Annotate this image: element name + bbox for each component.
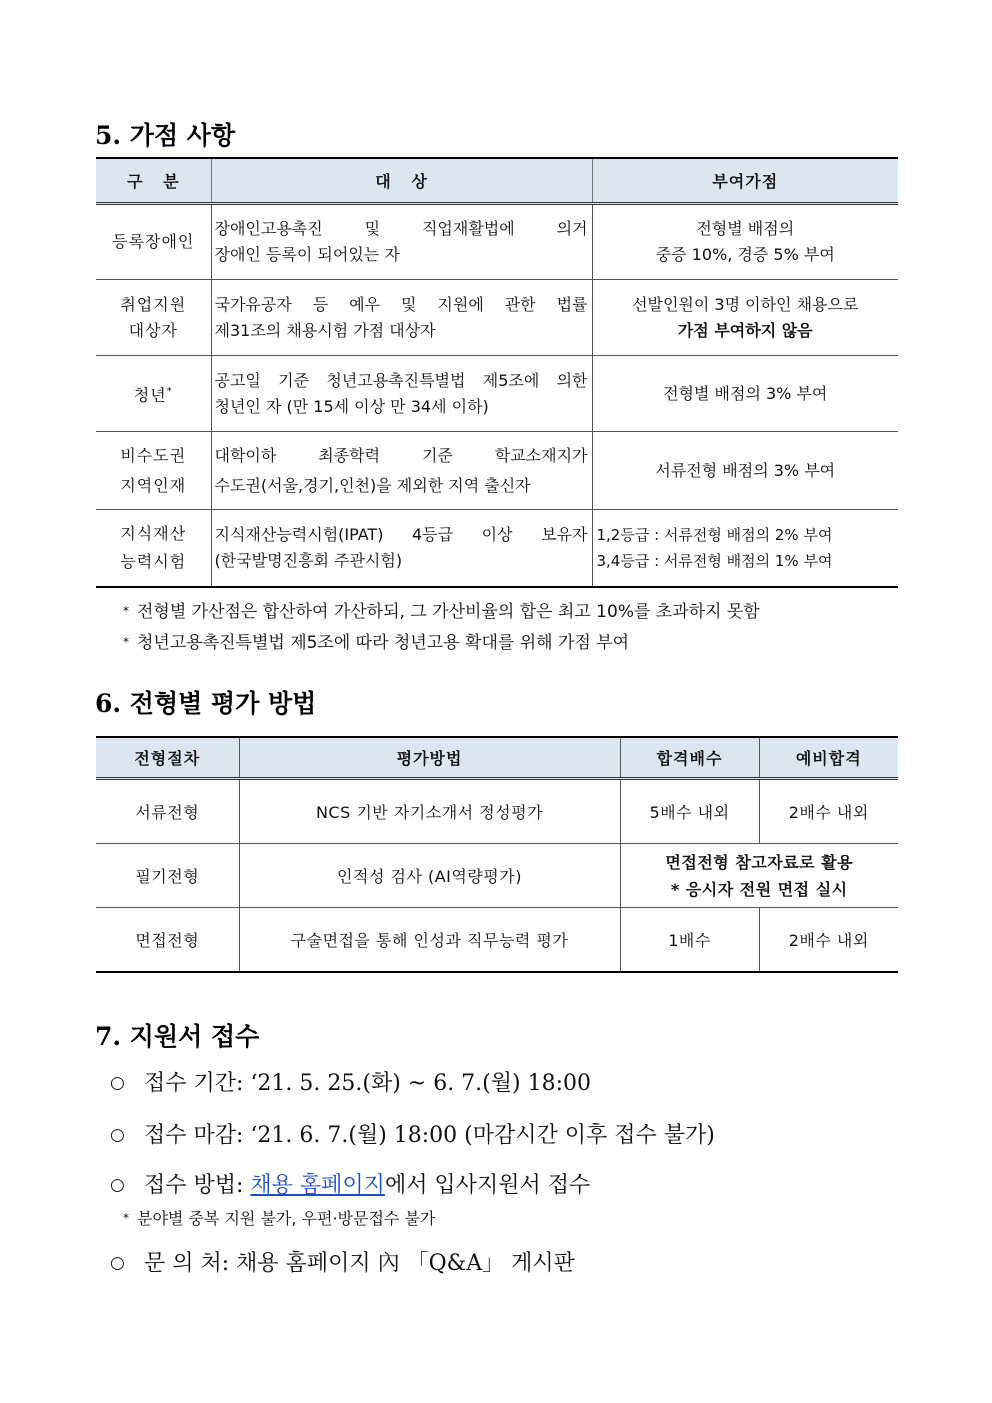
table-row: [96, 432, 898, 510]
item-label: 접수 기간: [144, 1071, 237, 1096]
list-item: [110, 1168, 590, 1199]
category-text: 청년: [133, 385, 167, 405]
points-line: 3,4등급 : 서류전형 배점의 1% 부여: [596, 551, 833, 570]
evaluation-table: [96, 736, 898, 973]
row-target: [211, 432, 592, 510]
bullet-icon: ○: [110, 1073, 125, 1093]
table-row: [96, 510, 898, 587]
category-line: 능력시험: [120, 551, 187, 571]
item-text: : 채용 홈페이지 內 「Q&A」 게시판: [221, 1251, 575, 1276]
target-line: 대학이하 최종학력 기준 학교소재지가: [214, 445, 588, 465]
row-pass: 5배수 내외: [620, 779, 759, 844]
points-line: 선발인원이 3명 이하인 채용으로: [632, 294, 859, 314]
row-stage: 필기전형: [96, 844, 239, 908]
row-target: [211, 280, 592, 356]
section6-heading: 6. 전형별 평가 방법: [95, 689, 317, 718]
item-text: : ‘21. 6. 7.(월) 18:00 (마감시간 이후 접수 불가): [236, 1123, 715, 1148]
item-text: : ‘21. 5. 25.(화) ~ 6. 7.(월) 18:00: [236, 1071, 591, 1096]
section5-heading: 5. 가점 사항: [95, 121, 236, 150]
item-text: :: [236, 1173, 251, 1198]
row-category: 등록장애인: [96, 204, 211, 280]
note-text: 청년고용촉진특별법 제5조에 따라 청년고용 확대를 위해 가점 부여: [137, 633, 630, 653]
category-line: 지역인재: [120, 475, 187, 495]
item-text: 에서 입사지원서 접수: [384, 1173, 591, 1198]
item-label: 문 의 처: [144, 1251, 222, 1276]
recruit-homepage-link[interactable]: 채용 홈페이지: [250, 1173, 385, 1198]
note-mark: *: [123, 635, 129, 649]
row-target: [211, 204, 592, 280]
section7-heading: 7. 지원서 접수: [95, 1022, 260, 1051]
table-row: [96, 779, 898, 844]
row-category: [96, 432, 211, 510]
table-header-row: [96, 158, 898, 204]
target-line: 수도권(서울,경기,인천)을 제외한 지역 출신자: [214, 475, 531, 495]
header-stage: 전형절차: [96, 737, 239, 779]
row-reserve: 2배수 내외: [759, 908, 898, 973]
row-category: [96, 356, 211, 432]
target-line: 청년인 자 (만 15세 이상 만 34세 이하): [214, 396, 489, 416]
category-mark: *: [166, 385, 173, 397]
table-row: [96, 280, 898, 356]
table-row: [96, 356, 898, 432]
merged-line: * 응시자 전원 면접 실시: [670, 879, 848, 899]
target-line: (한국발명진흥회 주관시험): [214, 550, 403, 570]
table-row: [96, 844, 898, 908]
row-pass: 1배수: [620, 908, 759, 973]
target-line: 지식재산능력시험(IPAT) 4등급 이상 보유자: [214, 524, 588, 544]
row-method: 구술면접을 통해 인성과 직무능력 평가: [239, 908, 620, 973]
item-label: 접수 방법: [144, 1173, 237, 1198]
row-points: [592, 510, 898, 587]
points-line: 가점 부여하지 않음: [677, 320, 813, 340]
list-item: [110, 1246, 575, 1277]
table-header-row: [96, 737, 898, 779]
header-category: 구 분: [96, 158, 211, 204]
row-points: [592, 280, 898, 356]
target-line: 공고일 기준 청년고용촉진특별법 제5조에 의한: [214, 370, 588, 390]
header-target: 대 상: [211, 158, 592, 204]
header-reserve: 예비합격: [759, 737, 898, 779]
row-stage: 서류전형: [96, 779, 239, 844]
table-row: [96, 204, 898, 280]
row-points: [592, 432, 898, 510]
row-points: [592, 204, 898, 280]
table-row: [96, 908, 898, 973]
item-label: 접수 마감: [144, 1123, 237, 1148]
list-item: [110, 1066, 591, 1097]
list-item: [110, 1118, 715, 1149]
target-line: 장애인고용촉진 및 직업재활법에 의거: [214, 219, 588, 238]
subnote-text: 분야별 중복 지원 불가, 우편·방문접수 불가: [137, 1209, 436, 1228]
target-line: 장애인 등록이 되어있는 자: [214, 245, 400, 264]
bullet-icon: ○: [110, 1253, 125, 1273]
category-line: 지식재산: [120, 523, 187, 543]
note-mark: *: [123, 604, 129, 618]
header-pass: 합격배수: [620, 737, 759, 779]
row-method: 인적성 검사 (AI역량평가): [239, 844, 620, 908]
bullet-icon: ○: [110, 1125, 125, 1145]
subnote-line: [123, 1206, 435, 1229]
row-reserve: 2배수 내외: [759, 779, 898, 844]
target-line: 제31조의 채용시험 가점 대상자: [214, 320, 436, 340]
points-line: 중증 10%, 경증 5% 부여: [655, 245, 835, 264]
row-merged-note: [620, 844, 898, 908]
category-line: 대상자: [128, 320, 178, 340]
note-mark: *: [123, 1211, 129, 1225]
header-method: 평가방법: [239, 737, 620, 779]
points-line: 1,2등급 : 서류전형 배점의 2% 부여: [596, 525, 833, 544]
points-line: 서류전형 배점의 3% 부여: [655, 460, 836, 480]
row-category: [96, 280, 211, 356]
bullet-icon: ○: [110, 1175, 125, 1195]
points-line: 전형별 배점의: [696, 219, 795, 238]
row-target: [211, 510, 592, 587]
category-line: 취업지원: [120, 294, 187, 314]
header-points: 부여가점: [592, 158, 898, 204]
row-method: NCS 기반 자기소개서 정성평가: [239, 779, 620, 844]
note-line: [123, 628, 629, 653]
category-line: 비수도권: [120, 445, 187, 465]
row-points: [592, 356, 898, 432]
bonus-points-table: [96, 157, 898, 588]
row-target: [211, 356, 592, 432]
note-line: [123, 597, 760, 622]
note-text: 전형별 가산점은 합산하여 가산하되, 그 가산비율의 합은 최고 10%를 초과하지 못함: [137, 602, 760, 622]
target-line: 국가유공자 등 예우 및 지원에 관한 법률: [214, 294, 588, 314]
merged-line: 면접전형 참고자료로 활용: [665, 852, 854, 872]
row-stage: 면접전형: [135, 931, 200, 950]
row-category: [96, 510, 211, 587]
points-line: 전형별 배점의 3% 부여: [663, 383, 828, 403]
